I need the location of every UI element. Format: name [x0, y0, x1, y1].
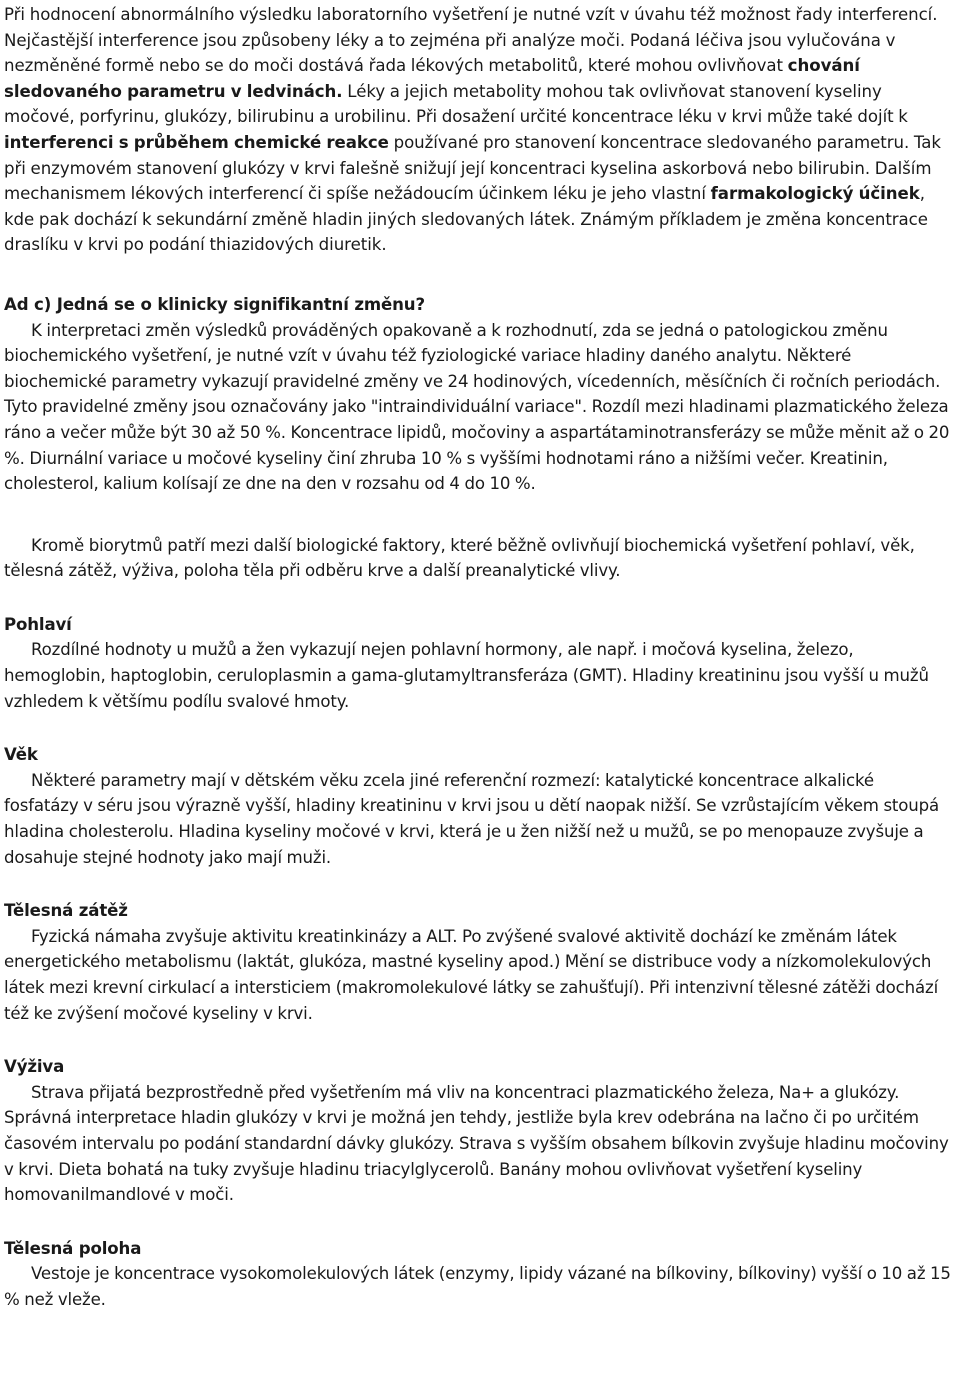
- nutrition-heading: Výživa: [4, 1057, 65, 1077]
- intro-text-3: používané pro stanovení koncentrace sledovaného parametru. Tak při enzymovém stanovení glukózy v krvi falešně snižují její koncentraci kyselina askorbová nebo bilirubin. Dalším mechanismem lékových interferencí či spíše nežádoucím účinkem léku je jeho vlastní: [4, 132, 941, 204]
- section-c-heading: Ad c) Jedná se o klinicky signifikantní změnu?: [4, 294, 425, 314]
- section-c-paragraph: K interpretaci změn výsledků prováděných opakovaně a k rozhodnutí, zda se jedná o patologickou změnu biochemického vyšetření, je nutné vzít v úvahu též fyziologické variace hladiny daného analytu. Některé biochemické parametry vykazují pravidelné změny ve 24 hodinových, vícedenních, měsíčních či ročních periodách. Tyto pravidelné změny jsou označovány jako "intraindividuální variace". Rozdíl mezi hladinami plazmatického železa ráno a večer může být 30 až 50 %. Koncentrace lipidů, močoviny a aspartátaminotransferázy se může měnit až o 20 %. Diurnální variace u močové kyseliny činí zhruba 10 % s vyššími hodnotami ráno a nižšími večer. Kreatinin, cholesterol, kalium kolísají ze dne na den v rozsahu od 4 do 10 %.: [4, 320, 950, 494]
- age-paragraph: Některé parametry mají v dětském věku zcela jiné referenční rozmezí: katalytické koncentrace alkalické fosfatázy v séru jsou výrazně vyšší, hladiny kreatininu v krvi jsou u dětí naopak nižší. Se vzrůstajícím věkem stoupá hladina cholesterolu. Hladina kyseliny močové v krvi, která je u žen nižší než u mužů, se po menopauze zvyšuje a dosahuje stejné hodnoty jako mají muži.: [4, 770, 940, 867]
- age-heading: Věk: [4, 745, 38, 765]
- posture-paragraph: Vestoje je koncentrace vysokomolekulových látek (enzymy, lipidy vázané na bílkoviny, bílkoviny) vyšší o 10 až 15 % než vleže.: [4, 1264, 951, 1309]
- intro-text-4: , kde pak dochází k sekundární změně hladin jiných sledovaných látek. Známým příkladem je změna koncentrace draslíku v krvi po podání thiazidových diuretik.: [4, 184, 928, 255]
- exercise-heading: Tělesná zátěž: [4, 901, 128, 921]
- intro-bold-2: interferenci s průběhem chemické reakce: [4, 132, 389, 152]
- nutrition-paragraph: Strava přijatá bezprostředně před vyšetřením má vliv na koncentraci plazmatického železa, Na+ a glukózy. Správná interpretace hladin glukózy v krvi je možná jen tehdy, jestliže byla krev odebrána na lačno či po určitém časovém intervalu po podání standardní dávky glukózy. Strava s vyšším obsahem bílkovin zvyšuje hladinu močoviny v krvi. Dieta bohatá na tuky zvyšuje hladinu triacylglycerolů. Banány mohou ovlivňovat vyšetření kyseliny homovanilmandlové v moči.: [4, 1082, 949, 1205]
- sex-heading: Pohlaví: [4, 614, 72, 634]
- exercise-paragraph: Fyzická námaha zvyšuje aktivitu kreatinkinázy a ALT. Po zvýšené svalové aktivitě dochází ke změnám látek energetického metabolismu (laktát, glukóza, mastné kyseliny apod.) Mění se distribuce vody a nízkomolekulových látek mezi krevní cirkulací a intersticiem (makromolekulové látky se zahušťují). Při intenzivní tělesné zátěži dochází též ke zvýšení močové kyseliny v krvi.: [4, 926, 939, 1023]
- posture-heading: Tělesná poloha: [4, 1238, 142, 1258]
- intro-bold-1: chování sledovaného parametru v ledvinách.: [4, 56, 860, 101]
- sex-paragraph: Rozdílné hodnoty u mužů a žen vykazují nejen pohlavní hormony, ale např. i močová kyselina, železo, hemoglobin, haptoglobin, ceruloplasmin a gama-glutamyltransferáza (GMT). Hladiny kreatininu jsou vyšší u mužů vzhledem k většímu podílu svalové hmoty.: [4, 640, 929, 711]
- biorhythm-paragraph: Kromě biorytmů patří mezi další biologické faktory, které běžně ovlivňují biochemická vyšetření pohlaví, věk, tělesná zátěž, výživa, poloha těla při odběru krve a další preanalytické vlivy.: [4, 535, 915, 581]
- intro-bold-3: farmakologický účinek: [710, 184, 920, 204]
- intro-text-2: Léky a jejich metabolity mohou tak ovlivňovat stanovení kyseliny močové, porfyrinu, glukózy, bilirubinu a urobilinu. Při dosažení určité koncentrace léku v krvi může také dojít k: [4, 81, 908, 127]
- intro-text-1: Při hodnocení abnormálního výsledku laboratorního vyšetření je nutné vzít v úvahu též možnost řady interferencí. Nejčastější interference jsou způsobeny léky a to zejména při analýze moči. Podaná léčiva jsou vylučována v nezměněné formě nebo se do moči dostává řada lékových metabolitů, které mohou ovlivňovat: [4, 5, 938, 76]
- intro-paragraph: [4, 2, 952, 258]
